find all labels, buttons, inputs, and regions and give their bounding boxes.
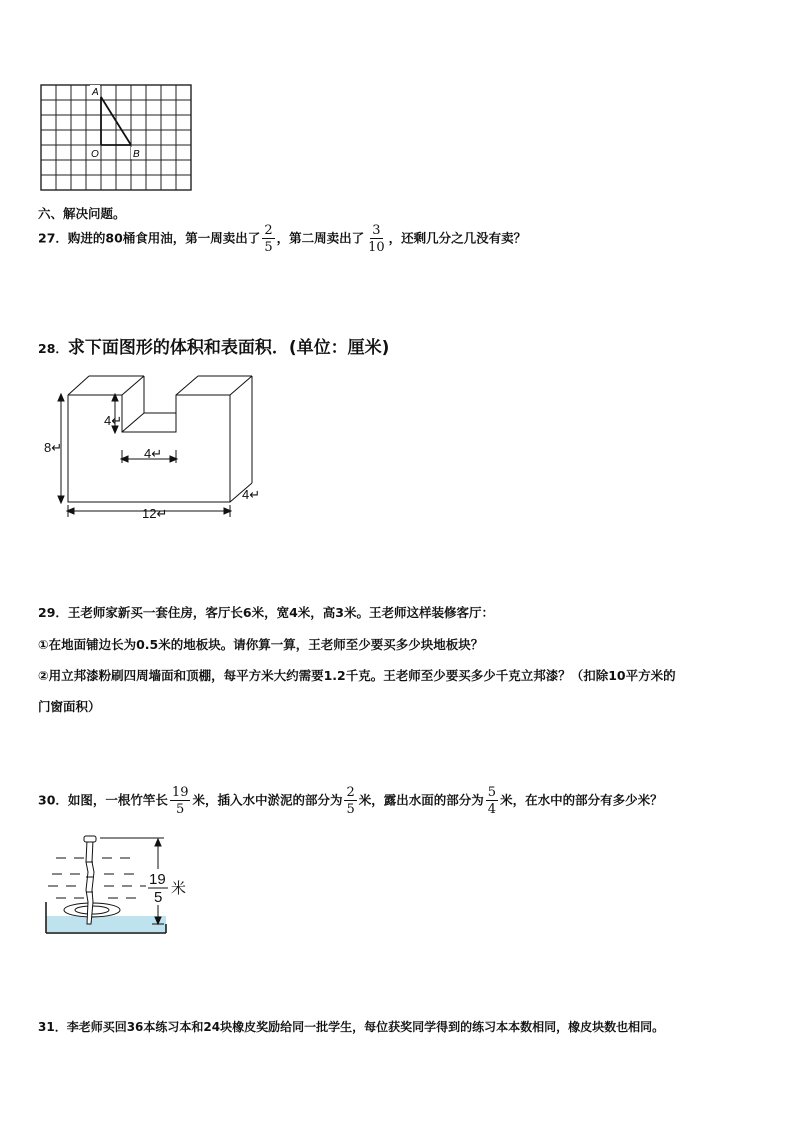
question-number: 29． — [38, 605, 68, 620]
question-text: 李老师买回36本练习本和24块橡皮奖励给同一批学生，每位获奖同学得到的练习本本数相同，橡皮块数也相同。 — [66, 1020, 665, 1034]
question-text: ，还剩几分之几没有卖？ — [388, 230, 527, 246]
question-text: ，第二周卖出了 — [276, 230, 365, 246]
point-b-label: B — [133, 149, 140, 160]
question-text: 米，在水中的部分有多少米？ — [500, 792, 663, 808]
question-27 — [38, 224, 526, 254]
question-29-item-2-cont: 门窗面积） — [38, 699, 101, 714]
point-a-label: A — [92, 87, 99, 98]
fraction: $\frac{2}{5}$ — [264, 223, 273, 255]
question-text: 如图，一根竹竿长 — [67, 792, 168, 808]
point-o-label: O — [91, 149, 99, 160]
question-29-item-1: ①在地面铺边长为0.5米的地板块。请你算一算，王老师至少要买多少块地板块？ — [38, 637, 484, 652]
fraction: $\frac{19}{5}$ — [171, 785, 189, 817]
question-number: 28． — [38, 341, 68, 356]
width-label: 4↵ — [242, 487, 261, 502]
length-label: 12↵ — [142, 506, 168, 521]
question-31 — [38, 1018, 664, 1035]
figure-unit: 米 — [171, 880, 187, 897]
section-title: 六、解决问题。 — [38, 206, 126, 221]
question-number: 27． — [38, 230, 68, 246]
grid-figure — [36, 82, 196, 194]
question-number: 31． — [38, 1020, 67, 1034]
bamboo-pole-figure — [40, 832, 200, 940]
question-text: 米，插入水中淤泥的部分为 — [192, 792, 343, 808]
fraction: $\frac{2}{5}$ — [346, 785, 355, 817]
figure-fraction-numerator: 19 — [149, 871, 166, 888]
question-29-item-2: ②用立邦漆粉刷四周墙面和顶棚，每平方米大约需要1.2千克。王老师至少要买多少千克立邦漆？（扣除10平方米的 — [38, 668, 676, 683]
notch-depth-label: 4↵ — [104, 413, 123, 428]
question-text: 购进的80桶食用油，第一周卖出了 — [67, 230, 261, 246]
question-text: 米，露出水面的部分为 — [358, 792, 484, 808]
question-number: 30． — [38, 792, 68, 808]
question-text: 求下面图形的体积和表面积．(单位：厘米) — [67, 338, 390, 358]
fraction: $\frac{5}{4}$ — [487, 785, 497, 817]
u-shape-solid-figure — [44, 368, 274, 523]
bamboo-pole — [84, 836, 96, 924]
question-text: 王老师家新买一套住房，客厅长6米，宽4米，高3米。王老师这样装修客厅： — [67, 605, 495, 620]
fraction: $\frac{3}{10}$ — [368, 223, 385, 255]
notch-width-label: 4↵ — [144, 446, 163, 461]
height-label: 8↵ — [44, 440, 63, 455]
figure-fraction-denominator: 5 — [154, 889, 163, 906]
question-29 — [38, 603, 494, 621]
question-30 — [38, 786, 663, 816]
question-28 — [38, 333, 389, 358]
